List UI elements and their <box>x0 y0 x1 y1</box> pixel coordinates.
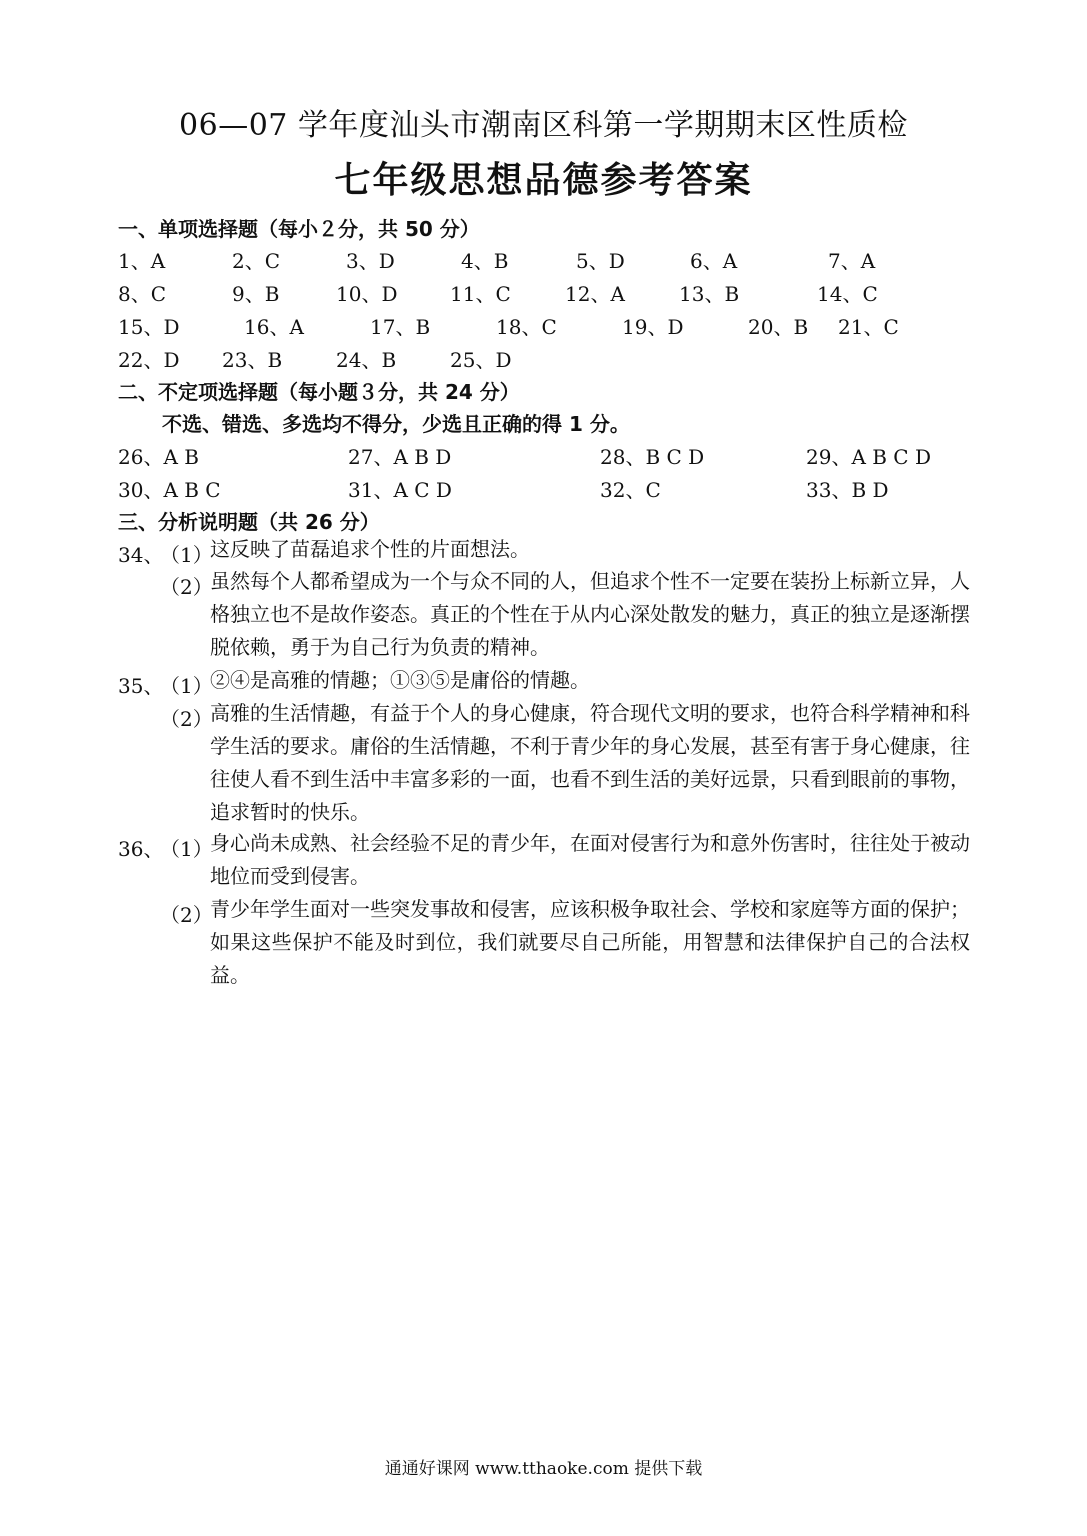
answer-item: 17、B <box>370 315 431 339</box>
answer-item: 33、B D <box>806 478 889 502</box>
answer-item: 24、B <box>336 348 397 372</box>
answer-item: 30、A B C <box>118 478 221 502</box>
answer-item: 5、D <box>576 249 625 273</box>
part-label: （1） <box>160 543 213 567</box>
answer-item: 28、B C D <box>600 445 705 469</box>
answer-text: 身心尚未成熟、社会经验不足的青少年，在面对侵害行为和意外伤害时，往往处于被动地位而受到侵害。 <box>210 831 970 888</box>
answer-text: 虽然每个人都希望成为一个与众不同的人，但追求个性不一定要在装扮上标新立异，人格独立也不是故作姿态。真正的个性在于从内心深处散发的魅力，真正的独立是逐渐摆脱依赖，勇于为自己行为负责的精神。 <box>210 569 970 659</box>
question-number: 35、 <box>118 674 164 698</box>
answer-text: ②④是高雅的情趣；①③⑤是庸俗的情趣。 <box>210 668 590 692</box>
answer-item: 9、B <box>232 282 280 306</box>
answer-item: 29、A B C D <box>806 445 931 469</box>
answer-item: 21、C <box>838 315 899 339</box>
answer-item: 32、C <box>600 478 661 502</box>
answer-item: 18、C <box>496 315 557 339</box>
answer-item: 14、C <box>817 282 878 306</box>
answer-item: 23、B <box>222 348 283 372</box>
section3-heading: 三、分析说明题（共 26 分） <box>118 510 380 534</box>
answer-item: 2、C <box>232 249 281 273</box>
answer-text: 这反映了苗磊追求个性的片面想法。 <box>210 537 530 561</box>
answer-item: 7、A <box>828 249 876 273</box>
answer-item: 4、B <box>461 249 509 273</box>
answer-item: 20、B <box>748 315 809 339</box>
part-label: （1） <box>160 837 213 861</box>
section2-note: 不选、错选、多选均不得分，少选且正确的得 1 分。 <box>162 412 630 436</box>
answer-item: 12、A <box>565 282 625 306</box>
question-number: 36、 <box>118 837 164 861</box>
part-label: （2） <box>160 707 213 731</box>
document-subtitle: 七年级思想品德参考答案 <box>334 160 753 201</box>
answer-item: 27、A B D <box>348 445 452 469</box>
answer-item: 26、A B <box>118 445 199 469</box>
answer-item: 3、D <box>346 249 395 273</box>
answer-text: 高雅的生活情趣，有益于个人的身心健康，符合现代文明的要求，也符合科学精神和科学生活的要求。庸俗的生活情趣，不利于青少年的身心发展，甚至有害于身心健康，往往使人看不到生活中丰富多彩的一面，也看不到生活的美好远景，只看到眼前的事物，追求暂时的快乐。 <box>210 701 970 824</box>
answer-item: 19、D <box>622 315 684 339</box>
section1-heading: 一、单项选择题（每小２分，共 50 分） <box>118 217 480 241</box>
answer-item: 25、D <box>450 348 512 372</box>
answer-item: 6、A <box>690 249 738 273</box>
part-label: （2） <box>160 903 213 927</box>
question-number: 34、 <box>118 543 164 567</box>
answer-item: 8、C <box>118 282 167 306</box>
part-label: （2） <box>160 575 213 599</box>
answer-item: 10、D <box>336 282 398 306</box>
answer-item: 16、A <box>244 315 304 339</box>
answer-item: 31、A C D <box>348 478 452 502</box>
answer-item: 13、B <box>679 282 740 306</box>
answer-item: 1、A <box>118 249 166 273</box>
section2-heading: 二、不定项选择题（每小题３分，共 24 分） <box>118 380 520 404</box>
answer-text: 青少年学生面对一些突发事故和侵害，应该积极争取社会、学校和家庭等方面的保护；如果这些保护不能及时到位，我们就要尽自己所能，用智慧和法律保护自己的合法权益。 <box>210 897 970 987</box>
answer-item: 22、D <box>118 348 180 372</box>
part-label: （1） <box>160 674 213 698</box>
page-footer: 通通好课网 www.tthaoke.com 提供下载 <box>384 1459 703 1479</box>
answer-item: 11、C <box>450 282 511 306</box>
document-title: 06—07 学年度汕头市潮南区科第一学期期末区性质检 <box>179 108 908 143</box>
answer-item: 15、D <box>118 315 180 339</box>
